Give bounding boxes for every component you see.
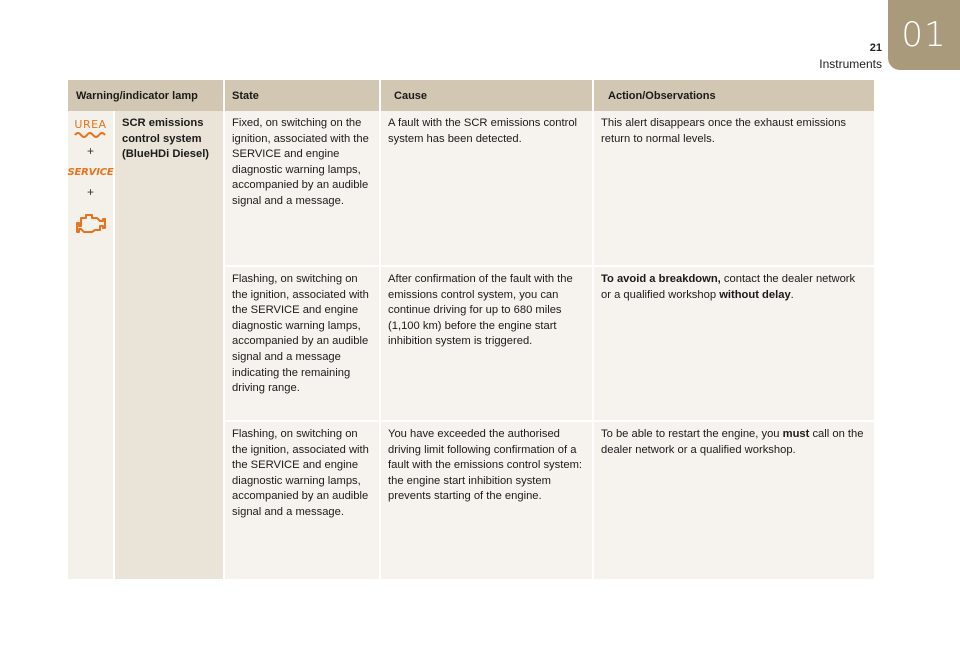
table-row <box>68 111 874 266</box>
header-cause: Cause <box>380 80 593 111</box>
urea-warning-icon <box>74 119 108 139</box>
urea-label: UREA <box>74 118 107 131</box>
page-number: 21 <box>869 42 882 54</box>
action-text: . <box>790 288 794 301</box>
table-header-row <box>68 80 874 111</box>
cause-cell: A fault with the SCR emissions control system has been detected. <box>380 111 593 266</box>
lamp-icons-cell <box>68 111 114 579</box>
header-action: Action/Observations <box>593 80 874 111</box>
chapter-tab: 01 <box>888 0 960 70</box>
state-cell: Flashing, on switching on the ignition, associated with the SERVICE and engine diagnostic warning lamps, accompanied by an audible signal and a message. <box>224 421 380 579</box>
header-state: State <box>224 80 380 111</box>
header-lamp: Warning/indicator lamp <box>68 80 224 111</box>
warning-lamp-table <box>68 80 874 579</box>
plus-sign: + <box>86 185 94 200</box>
state-cell: Fixed, on switching on the ignition, associated with the SERVICE and engine diagnostic warning lamps, accompanied by an audible signal and a message. <box>224 111 380 266</box>
plus-sign: + <box>86 144 94 158</box>
action-emphasis: without delay <box>719 288 791 301</box>
service-warning-icon: SERVICE <box>67 166 114 178</box>
cause-cell: After confirmation of the fault with the emissions control system, you can continue driving for up to 680 miles (1,100 km) before the engine start inhibition system is triggered. <box>380 266 593 421</box>
action-emphasis: To avoid a breakdown, <box>601 273 721 285</box>
cause-cell: You have exceeded the authorised driving limit following confirmation of a fault with the emissions control system: the engine start inhibition system prevents starting of the engine. <box>380 421 593 579</box>
action-text: call on the dealer network or a qualified workshop. <box>601 428 864 456</box>
engine-diagnostic-icon <box>75 212 107 240</box>
lamp-name-cell: SCR emissions control system (BlueHDi Diesel) <box>114 111 224 579</box>
section-title: Instruments <box>819 57 882 71</box>
action-text: To be able to restart the engine, you <box>601 428 783 440</box>
action-emphasis: must <box>782 428 810 440</box>
action-cell <box>593 266 874 421</box>
action-text: contact the dealer network or a qualified workshop <box>601 273 856 301</box>
action-cell <box>593 421 874 579</box>
action-cell: This alert disappears once the exhaust emissions return to normal levels. <box>593 111 874 266</box>
state-cell: Flashing, on switching on the ignition, associated with the SERVICE and engine diagnostic warning lamps, accompanied by an audible signal and a message indicating the remaining driving range. <box>224 266 380 421</box>
